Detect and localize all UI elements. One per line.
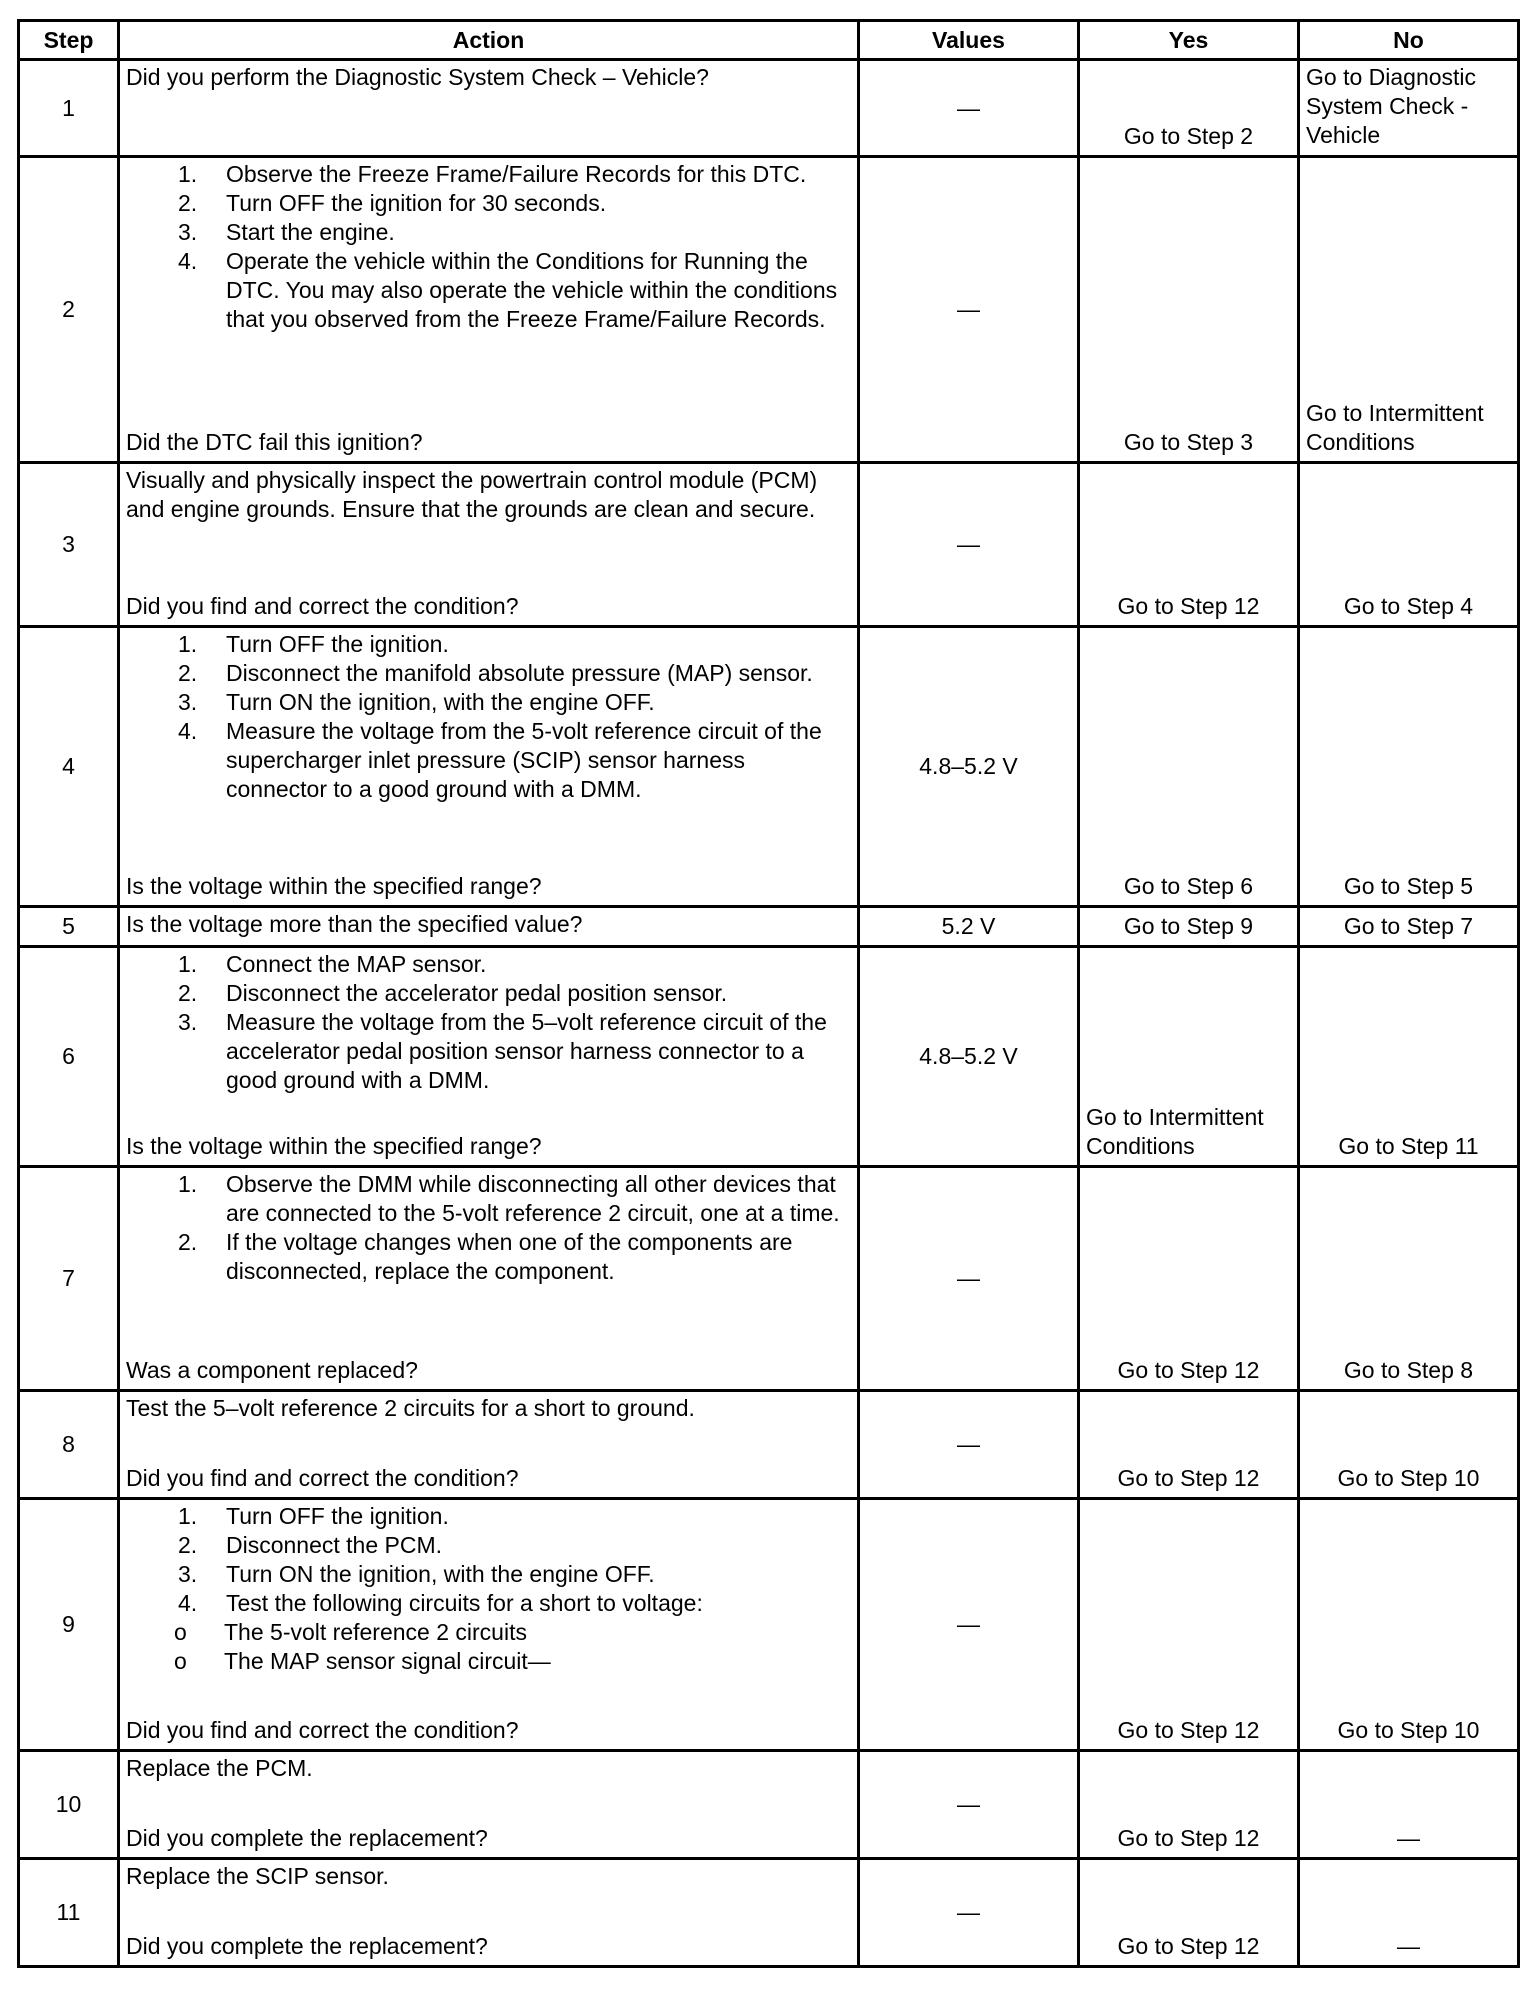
- action-step: [178, 979, 851, 1008]
- action-step: [178, 247, 851, 334]
- action-body: [126, 1862, 851, 1891]
- yes-cell: Go to Step 12: [1079, 1859, 1299, 1967]
- step-index: 1.: [178, 1503, 198, 1529]
- action-intro: Did you perform the Diagnostic System Check – Vehicle?: [126, 64, 709, 90]
- step-index: 4.: [178, 718, 198, 744]
- table-row: [19, 907, 1519, 947]
- circuit-text: The 5-volt reference 2 circuits: [224, 1619, 527, 1645]
- action-body: [126, 1502, 851, 1676]
- header-step: Step: [19, 21, 119, 60]
- action-step-text: Observe the DMM while disconnecting all other devices that are connected to the 5-volt reference 2 circuit, one at a time.: [226, 1171, 840, 1226]
- no-cell: Go to Step 10: [1299, 1391, 1519, 1499]
- action-step-text: Connect the MAP sensor.: [226, 951, 487, 977]
- action-body: [126, 160, 851, 334]
- action-content: [126, 630, 851, 901]
- yes-cell: Go to Intermittent Conditions: [1079, 947, 1299, 1167]
- action-question: Did you complete the replacement?: [126, 1933, 488, 1959]
- action-step: [178, 218, 851, 247]
- no-cell: Go to Step 5: [1299, 627, 1519, 907]
- value-cell: —: [859, 60, 1079, 157]
- action-step: [178, 659, 851, 688]
- action-content: [126, 1170, 851, 1385]
- step-number: 7: [19, 1167, 119, 1391]
- diagnostic-table: [17, 19, 1520, 1968]
- no-cell: Go to Diagnostic System Check - Vehicle: [1299, 60, 1519, 157]
- table-body: [19, 60, 1519, 1967]
- action-content: [126, 466, 851, 621]
- yes-cell: Go to Step 12: [1079, 1751, 1299, 1859]
- bullet-icon: o: [174, 1619, 187, 1645]
- action-body: [126, 1754, 851, 1783]
- action-cell: [119, 463, 859, 627]
- action-body: [126, 1170, 851, 1286]
- action-step-text: Turn ON the ignition, with the engine OFF.: [226, 689, 655, 715]
- step-number: 11: [19, 1859, 119, 1967]
- step-number: 6: [19, 947, 119, 1167]
- action-cell: [119, 627, 859, 907]
- action-step: [178, 1560, 851, 1589]
- action-step-text: Observe the Freeze Frame/Failure Records for this DTC.: [226, 161, 807, 187]
- step-number: 2: [19, 157, 119, 463]
- action-step: [178, 160, 851, 189]
- action-step: [178, 1228, 851, 1286]
- step-number: 5: [19, 907, 119, 947]
- action-body: [126, 63, 851, 92]
- step-index: 1.: [178, 631, 198, 657]
- step-number: 4: [19, 627, 119, 907]
- yes-cell: Go to Step 2: [1079, 60, 1299, 157]
- action-step-text: Turn OFF the ignition.: [226, 1503, 449, 1529]
- step-index: 2.: [178, 660, 198, 686]
- header-no: No: [1299, 21, 1519, 60]
- yes-cell: Go to Step 12: [1079, 1391, 1299, 1499]
- action-step-text: If the voltage changes when one of the components are disconnected, replace the component.: [226, 1229, 793, 1284]
- value-cell: —: [859, 1499, 1079, 1751]
- table-row: [19, 947, 1519, 1167]
- step-number: 10: [19, 1751, 119, 1859]
- no-cell: Go to Step 4: [1299, 463, 1519, 627]
- action-step: [178, 950, 851, 979]
- no-cell: Go to Step 10: [1299, 1499, 1519, 1751]
- header-row: [19, 21, 1519, 60]
- step-index: 2.: [178, 1532, 198, 1558]
- action-content: [126, 950, 851, 1161]
- action-cell: [119, 1499, 859, 1751]
- action-step-text: Disconnect the accelerator pedal position sensor.: [226, 980, 728, 1006]
- action-intro: Test the 5–volt reference 2 circuits for a short to ground.: [126, 1395, 695, 1421]
- action-question: Did the DTC fail this ignition?: [126, 429, 423, 455]
- action-step: [178, 1008, 851, 1095]
- bullet-icon: o: [174, 1648, 187, 1674]
- header-action: Action: [119, 21, 859, 60]
- action-question: Is the voltage within the specified range?: [126, 873, 542, 899]
- action-intro: Is the voltage more than the specified value?: [126, 911, 583, 937]
- no-cell: Go to Step 8: [1299, 1167, 1519, 1391]
- no-cell: Go to Step 7: [1299, 907, 1519, 947]
- table-row: [19, 1167, 1519, 1391]
- action-content: [126, 1502, 851, 1745]
- yes-cell: Go to Step 12: [1079, 1167, 1299, 1391]
- header-yes: Yes: [1079, 21, 1299, 60]
- action-intro: Visually and physically inspect the powertrain control module (PCM) and engine grounds. Ensure that the grounds are clean and secure.: [126, 467, 818, 522]
- value-cell: —: [859, 1391, 1079, 1499]
- action-step: [178, 1531, 851, 1560]
- action-body: [126, 910, 851, 939]
- step-number: 9: [19, 1499, 119, 1751]
- value-cell: —: [859, 1859, 1079, 1967]
- action-step: [178, 1589, 851, 1618]
- step-index: 3.: [178, 1009, 198, 1035]
- action-steps: [126, 1502, 851, 1618]
- step-index: 3.: [178, 1561, 198, 1587]
- yes-cell: Go to Step 6: [1079, 627, 1299, 907]
- value-cell: 4.8–5.2 V: [859, 627, 1079, 907]
- table-row: [19, 1751, 1519, 1859]
- value-cell: —: [859, 463, 1079, 627]
- action-cell: [119, 1391, 859, 1499]
- action-step: [178, 1502, 851, 1531]
- table-row: [19, 627, 1519, 907]
- no-cell: —: [1299, 1859, 1519, 1967]
- step-index: 2.: [178, 1229, 198, 1255]
- value-cell: 4.8–5.2 V: [859, 947, 1079, 1167]
- action-step-text: Disconnect the PCM.: [226, 1532, 443, 1558]
- table-row: [19, 60, 1519, 157]
- yes-cell: Go to Step 9: [1079, 907, 1299, 947]
- action-cell: [119, 947, 859, 1167]
- action-steps: [126, 1170, 851, 1286]
- action-body: [126, 1394, 851, 1423]
- action-step-text: Operate the vehicle within the Conditions for Running the DTC. You may also operate the vehicle within the conditions that you observed from the Freeze Frame/Failure Records.: [226, 248, 838, 332]
- action-step: [178, 630, 851, 659]
- action-step: [178, 717, 851, 804]
- step-index: 3.: [178, 689, 198, 715]
- action-cell: [119, 1859, 859, 1967]
- action-cell: [119, 157, 859, 463]
- action-steps: [126, 630, 851, 804]
- step-number: 1: [19, 60, 119, 157]
- action-step-text: Disconnect the manifold absolute pressure (MAP) sensor.: [226, 660, 813, 686]
- step-index: 2.: [178, 980, 198, 1006]
- action-question: Did you find and correct the condition?: [126, 1465, 519, 1491]
- action-step-text: Turn OFF the ignition for 30 seconds.: [226, 190, 607, 216]
- step-index: 1.: [178, 1171, 198, 1197]
- action-cell: [119, 60, 859, 157]
- circuit-list: [126, 1618, 851, 1676]
- value-cell: 5.2 V: [859, 907, 1079, 947]
- circuit-text: The MAP sensor signal circuit—: [224, 1648, 551, 1674]
- action-step-text: Turn OFF the ignition.: [226, 631, 449, 657]
- no-cell: Go to Step 11: [1299, 947, 1519, 1167]
- action-cell: [119, 1751, 859, 1859]
- action-content: [126, 910, 851, 941]
- action-content: [126, 1394, 851, 1493]
- value-cell: —: [859, 1751, 1079, 1859]
- action-body: [126, 466, 851, 524]
- action-question: Did you find and correct the condition?: [126, 593, 519, 619]
- action-content: [126, 63, 851, 151]
- action-steps: [126, 950, 851, 1095]
- action-step-text: Measure the voltage from the 5-volt reference circuit of the supercharger inlet pressure (SCIP) sensor harness connector to a good ground with a DMM.: [226, 718, 822, 802]
- step-index: 4.: [178, 248, 198, 274]
- circuit-item: [174, 1618, 851, 1647]
- table-row: [19, 1859, 1519, 1967]
- no-cell: Go to Intermittent Conditions: [1299, 157, 1519, 463]
- yes-cell: Go to Step 3: [1079, 157, 1299, 463]
- action-cell: [119, 907, 859, 947]
- action-intro: Replace the PCM.: [126, 1755, 313, 1781]
- action-step: [178, 1170, 851, 1228]
- action-step: [178, 688, 851, 717]
- action-step: [178, 189, 851, 218]
- action-content: [126, 1862, 851, 1961]
- action-question: Is the voltage within the specified range?: [126, 1133, 542, 1159]
- action-intro: Replace the SCIP sensor.: [126, 1863, 389, 1889]
- table-row: [19, 1499, 1519, 1751]
- value-cell: —: [859, 1167, 1079, 1391]
- action-step-text: Start the engine.: [226, 219, 395, 245]
- yes-cell: Go to Step 12: [1079, 463, 1299, 627]
- step-number: 3: [19, 463, 119, 627]
- step-index: 4.: [178, 1590, 198, 1616]
- action-question: Did you find and correct the condition?: [126, 1717, 519, 1743]
- action-steps: [126, 160, 851, 334]
- action-step-text: Measure the voltage from the 5–volt reference circuit of the accelerator pedal position sensor harness connector to a good ground with a DMM.: [226, 1009, 827, 1093]
- action-step-text: Test the following circuits for a short to voltage:: [226, 1590, 703, 1616]
- step-number: 8: [19, 1391, 119, 1499]
- action-question: Did you complete the replacement?: [126, 1825, 488, 1851]
- header-values: Values: [859, 21, 1079, 60]
- action-step-text: Turn ON the ignition, with the engine OFF.: [226, 1561, 655, 1587]
- step-index: 1.: [178, 951, 198, 977]
- step-index: 2.: [178, 190, 198, 216]
- value-cell: —: [859, 157, 1079, 463]
- yes-cell: Go to Step 12: [1079, 1499, 1299, 1751]
- action-content: [126, 1754, 851, 1853]
- circuit-item: [174, 1647, 851, 1676]
- action-question: Was a component replaced?: [126, 1357, 418, 1383]
- no-cell: —: [1299, 1751, 1519, 1859]
- action-cell: [119, 1167, 859, 1391]
- step-index: 1.: [178, 161, 198, 187]
- step-index: 3.: [178, 219, 198, 245]
- action-body: [126, 630, 851, 804]
- table-row: [19, 463, 1519, 627]
- action-content: [126, 160, 851, 457]
- table-row: [19, 157, 1519, 463]
- action-body: [126, 950, 851, 1095]
- table-row: [19, 1391, 1519, 1499]
